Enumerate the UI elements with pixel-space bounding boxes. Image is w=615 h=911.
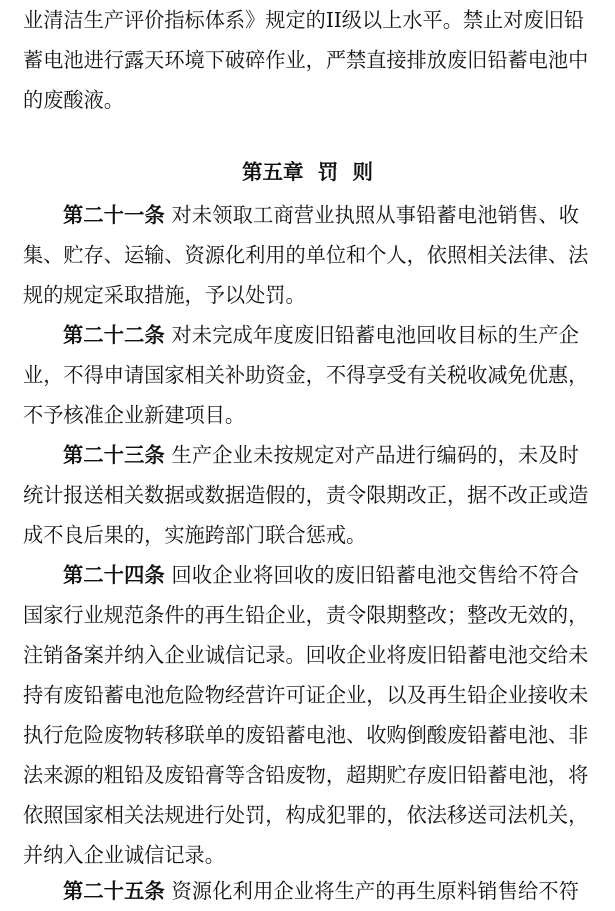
article-first-line	[63, 555, 579, 595]
article-text: 资源化利用企业将生产的再生原料销售给不符	[164, 879, 579, 903]
article-text: 对未完成年度废旧铅蓄电池回收目标的生产企	[164, 323, 579, 347]
article-first-line	[63, 195, 579, 235]
article-line: 统计报送相关数据或数据造假的，责令限期改正，据不改正或造	[23, 483, 589, 507]
article-label: 第二十一条	[63, 203, 165, 227]
article-line: 不予核准企业新建项目。	[23, 403, 246, 427]
article-text: 对未领取工商营业执照从事铅蓄电池销售、收	[164, 203, 579, 227]
article-first-line	[63, 315, 579, 355]
article-line: 执行危险废物转移联单的废铅蓄电池、收购倒酸废铅蓄电池、非	[23, 723, 589, 747]
intro-line: 业清洁生产评价指标体系》规定的II级以上水平。禁止对废旧铅	[23, 8, 585, 32]
article-first-line	[63, 435, 579, 475]
article-label: 第二十五条	[63, 879, 165, 903]
intro-line: 蓄电池进行露天环境下破碎作业，严禁直接排放废旧铅蓄电池中	[23, 48, 589, 72]
article-label: 第二十四条	[63, 563, 165, 587]
intro-line: 的废酸液。	[23, 88, 124, 112]
article-text: 回收企业将回收的废旧铅蓄电池交售给不符合	[164, 563, 579, 587]
article-first-line	[63, 871, 579, 911]
article-line: 国家行业规范条件的再生铅企业，责令限期整改；整改无效的，	[23, 603, 589, 627]
chapter-title: 第五章 罚 则	[241, 160, 374, 184]
article-line: 业，不得申请国家相关补助资金，不得享受有关税收减免优惠，	[23, 363, 589, 387]
article-line: 注销备案并纳入企业诚信记录。回收企业将废旧铅蓄电池交给未	[23, 643, 589, 667]
article-line: 并纳入企业诚信记录。	[23, 843, 225, 867]
article-line: 依照国家相关法规进行处罚，构成犯罪的，依法移送司法机关，	[23, 803, 589, 827]
article-line: 规的规定采取措施，予以处罚。	[23, 283, 306, 307]
article-line: 集、贮存、运输、资源化利用的单位和个人，依照相关法律、法	[23, 243, 589, 267]
article-line: 成不良后果的，实施跨部门联合惩戒。	[23, 523, 367, 547]
article-label: 第二十二条	[63, 323, 165, 347]
article-line: 法来源的粗铅及废铅膏等含铅废物，超期贮存废旧铅蓄电池，将	[23, 763, 589, 787]
article-label: 第二十三条	[63, 443, 165, 467]
article-line: 持有废铅蓄电池危险物经营许可证企业，以及再生铅企业接收未	[23, 683, 589, 707]
article-text: 生产企业未按规定对产品进行编码的，未及时	[164, 443, 579, 467]
